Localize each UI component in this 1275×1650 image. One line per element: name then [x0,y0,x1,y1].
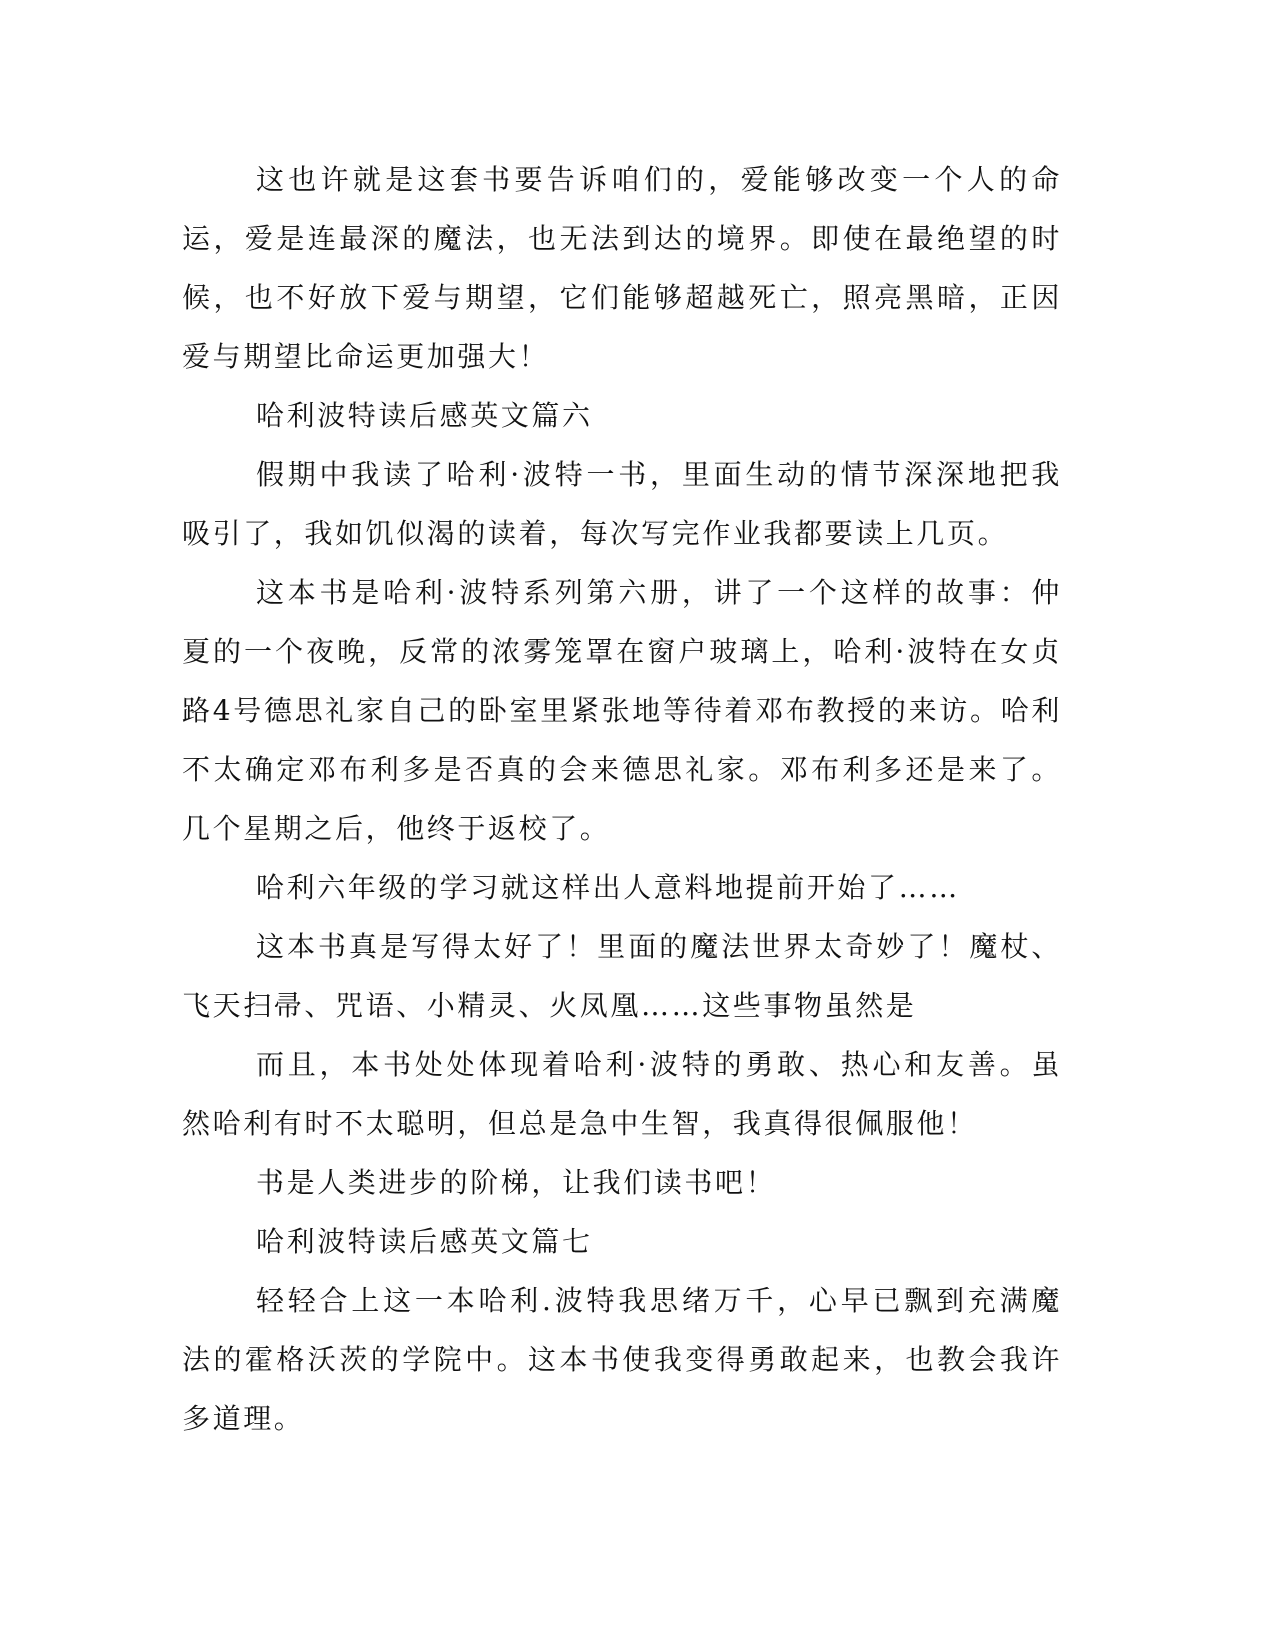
paragraph-sixth-year-begins: 哈利六年级的学习就这样出人意料地提前开始了…… [256,871,960,904]
section-heading-part-seven: 哈利波特读后感英文篇七 [256,1225,593,1258]
paragraph-harry-qualities: 而且，本书处处体现着哈利·波特的勇敢、热心和友善。虽然哈利有时不太聪明，但总是急中生智，我真得很佩服他！ [182,1048,1062,1140]
paragraph-book-six-story: 这本书是哈利·波特系列第六册，讲了一个这样的故事：仲夏的一个夜晚，反常的浓雾笼罩在窗户玻璃上，哈利·波特在女贞路4号德思礼家自己的卧室里紧张地等待着邓布教授的来访。哈利不太确定邓布利多是否真的会来德思礼家。邓布利多还是来了。几个星期之后，他终于返校了。 [182,576,1062,845]
paragraph-love-conclusion: 这也许就是这套书要告诉咱们的，爱能够改变一个人的命运，爱是连最深的魔法，也无法到达的境界。即使在最绝望的时候，也不好放下爱与期望，它们能够超越死亡，照亮黑暗，正因爱与期望比命运更加强大！ [182,163,1062,373]
document-body [182,150,1062,1448]
paragraph-magic-world: 这本书真是写得太好了！里面的魔法世界太奇妙了！魔杖、飞天扫帚、咒语、小精灵、火凤凰……这些事物虽然是 [182,930,1062,1022]
paragraph-hogwarts-thoughts: 轻轻合上这一本哈利.波特我思绪万千，心早已飘到充满魔法的霍格沃茨的学院中。这本书使我变得勇敢起来，也教会我许多道理。 [182,1284,1062,1435]
paragraph-holiday-reading: 假期中我读了哈利·波特一书，里面生动的情节深深地把我吸引了，我如饥似渴的读着，每次写完作业我都要读上几页。 [182,458,1062,550]
paragraph-books-ladder: 书是人类进步的阶梯，让我们读书吧！ [256,1166,777,1199]
section-heading-part-six: 哈利波特读后感英文篇六 [256,399,593,432]
